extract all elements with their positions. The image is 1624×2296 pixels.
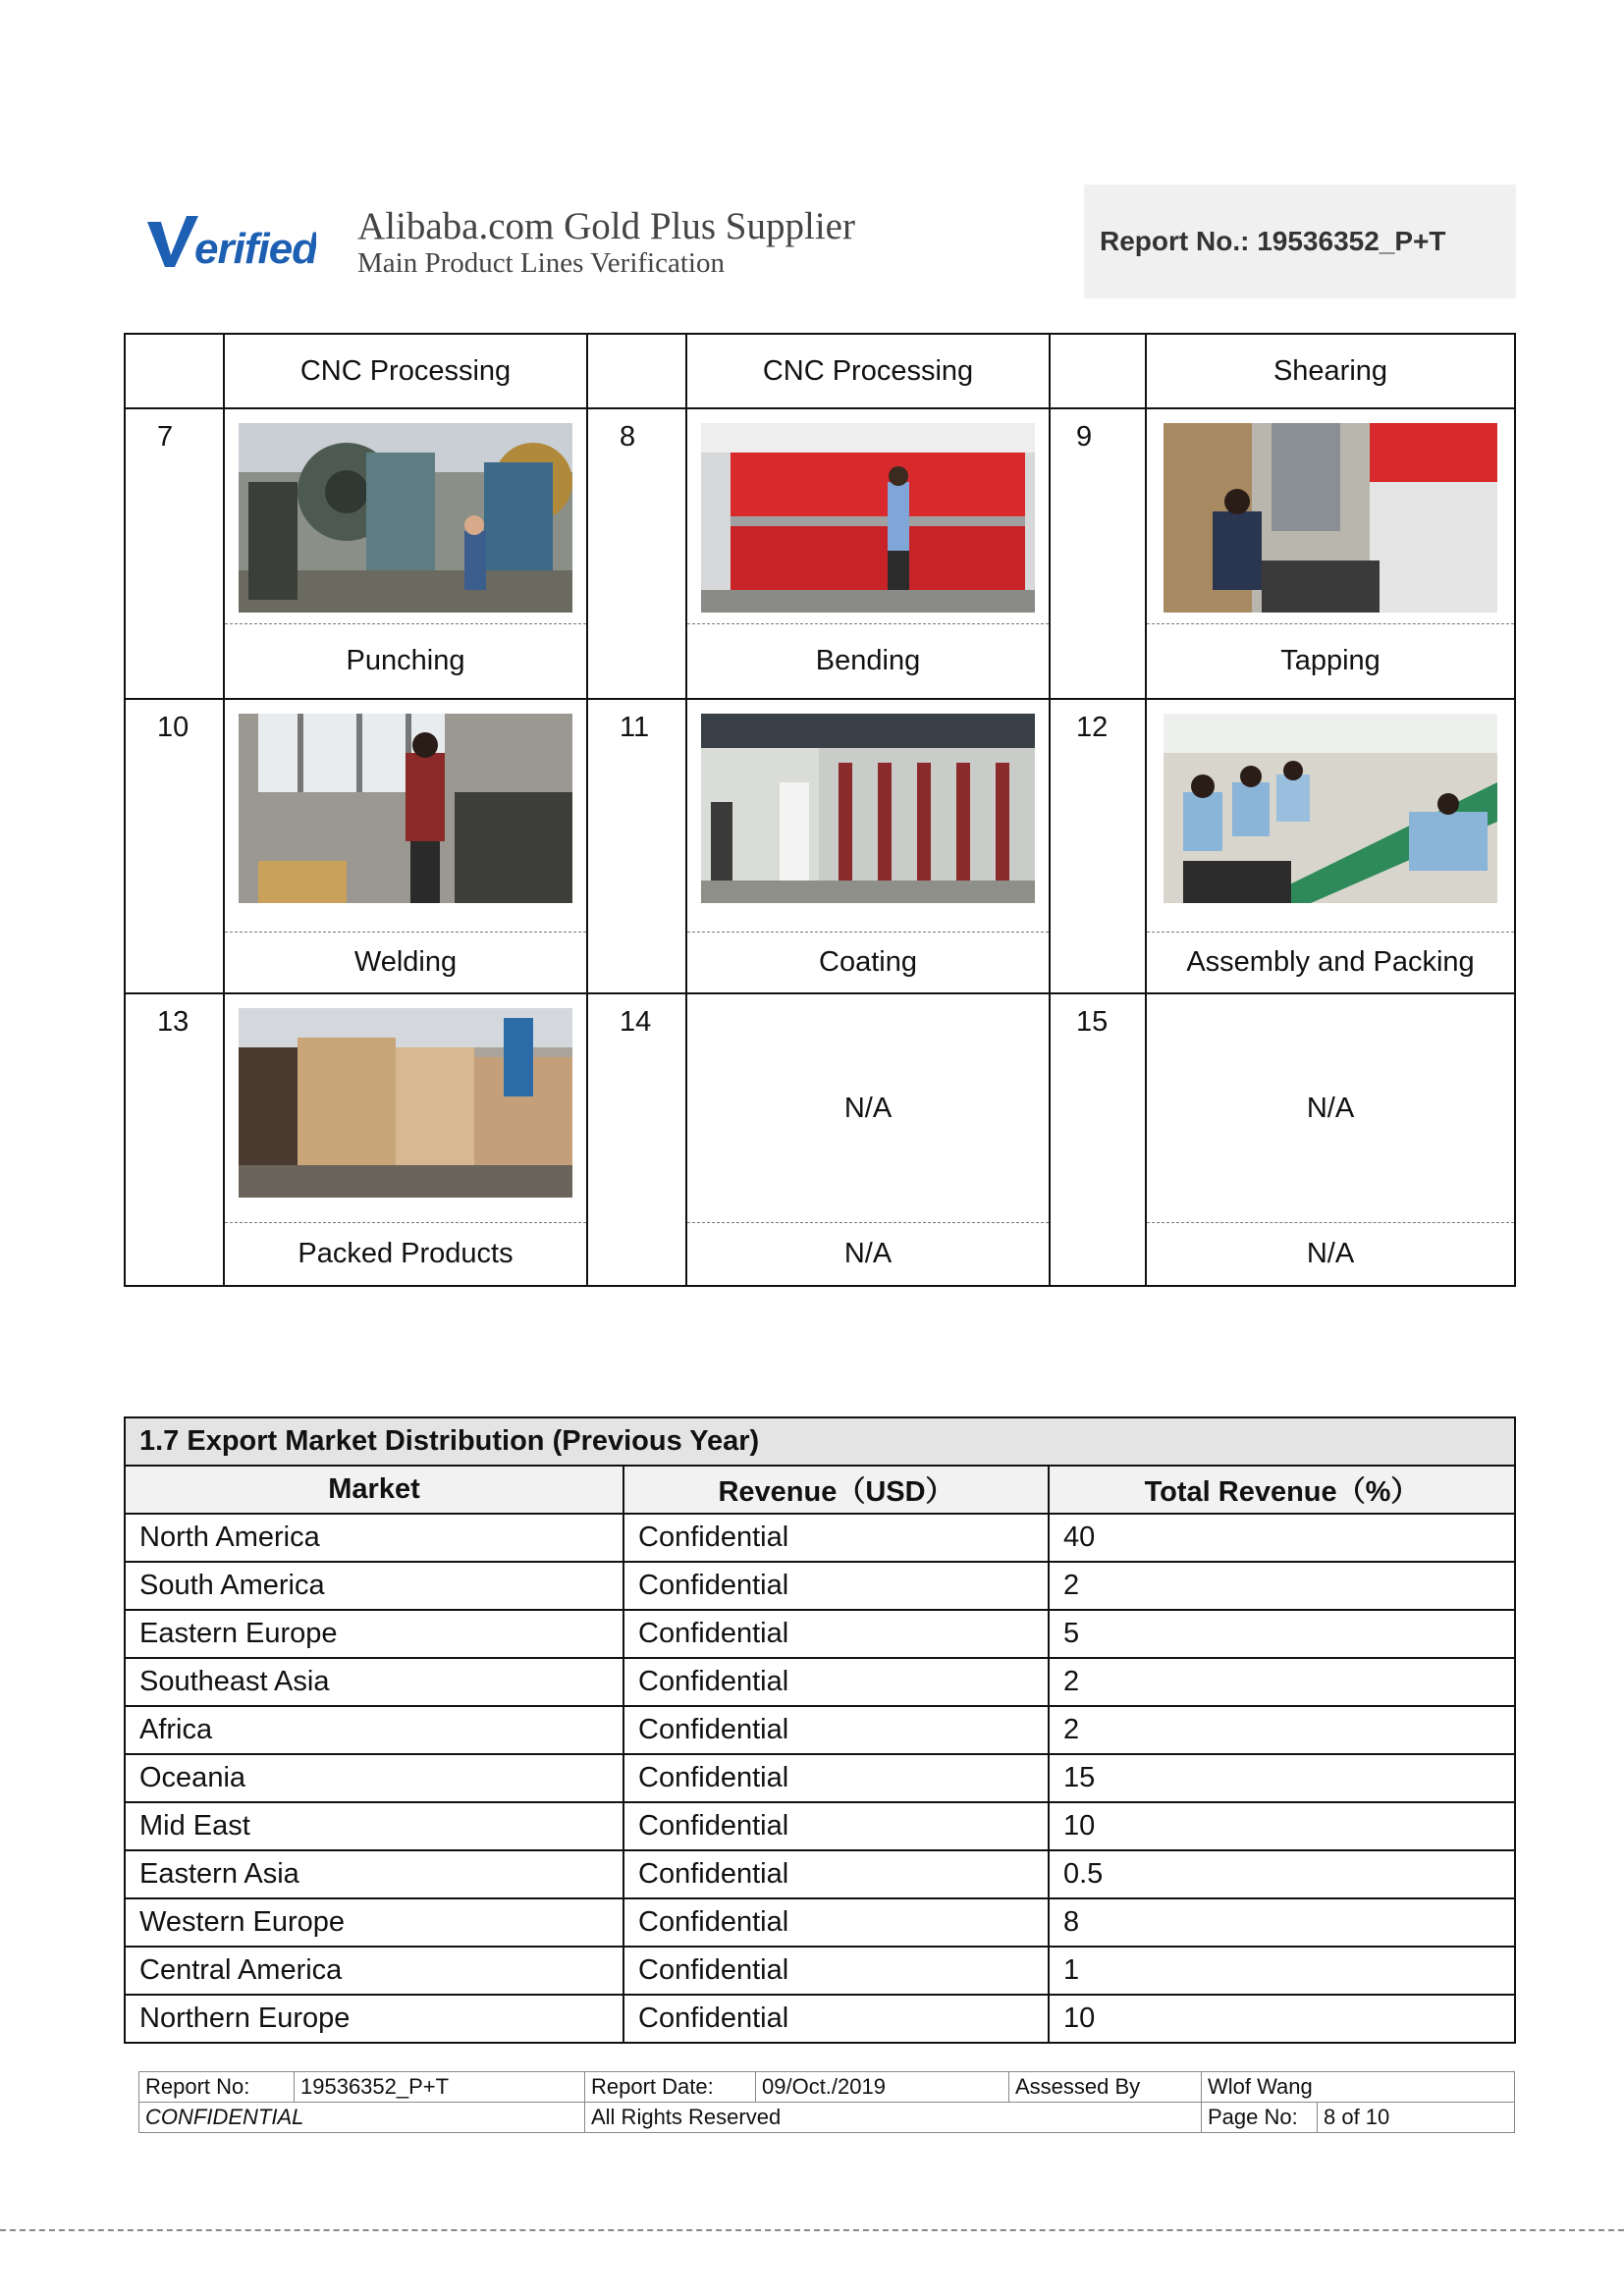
revenue-cell: Confidential — [623, 1562, 1049, 1610]
column-header-total-revenue: Total Revenue（%） — [1049, 1466, 1515, 1514]
market-cell: Eastern Europe — [125, 1610, 623, 1658]
footer-confidential: CONFIDENTIAL — [139, 2103, 585, 2133]
market-cell: Mid East — [125, 1802, 623, 1850]
photo-caption: Punching — [224, 624, 587, 699]
footer-report-date-label: Report Date: — [585, 2072, 756, 2103]
table-row — [125, 1898, 1515, 1947]
header-title: Alibaba.com Gold Plus Supplier — [357, 205, 855, 247]
section-title: 1.7 Export Market Distribution (Previous Year) — [125, 1417, 1515, 1466]
photo-caption: Shearing — [1146, 334, 1515, 408]
market-cell: Northern Europe — [125, 1995, 623, 2043]
market-cell: South America — [125, 1562, 623, 1610]
market-cell: Western Europe — [125, 1898, 623, 1947]
column-header-revenue: Revenue（USD） — [623, 1466, 1049, 1514]
revenue-cell: Confidential — [623, 1610, 1049, 1658]
table-row — [125, 1947, 1515, 1995]
photo-cell — [686, 699, 1050, 932]
page-break-line — [0, 2229, 1624, 2231]
welding-photo — [239, 714, 572, 903]
table-row — [125, 1610, 1515, 1658]
item-number: 11 — [587, 699, 686, 993]
report-footer — [138, 2071, 1515, 2133]
photo-caption: N/A — [686, 1223, 1050, 1286]
coating-photo — [701, 714, 1035, 903]
footer-assessed-by-label: Assessed By — [1009, 2072, 1202, 2103]
photo-caption: Coating — [686, 933, 1050, 993]
revenue-cell: Confidential — [623, 1706, 1049, 1754]
footer-report-date: 09/Oct./2019 — [756, 2072, 1009, 2103]
svg-text:erified: erified — [194, 225, 316, 273]
verified-logo — [143, 208, 316, 277]
table-row — [125, 1802, 1515, 1850]
na-placeholder: N/A — [843, 1092, 893, 1124]
photo-cell — [224, 699, 587, 932]
table-row — [125, 1850, 1515, 1898]
photo-caption: Tapping — [1146, 624, 1515, 699]
photo-cell — [686, 408, 1050, 623]
item-number: 7 — [125, 408, 224, 699]
photo-caption: CNC Processing — [224, 334, 587, 408]
photo-caption: Bending — [686, 624, 1050, 699]
table-row — [125, 1754, 1515, 1802]
packed-products-photo — [239, 1008, 572, 1198]
market-cell: Africa — [125, 1706, 623, 1754]
assembly-photo — [1164, 714, 1497, 903]
photo-cell — [686, 993, 1050, 1222]
market-cell: North America — [125, 1514, 623, 1562]
photo-caption: CNC Processing — [686, 334, 1050, 408]
revenue-cell: Confidential — [623, 1802, 1049, 1850]
grid-corner-cell — [1050, 334, 1146, 408]
market-cell: Central America — [125, 1947, 623, 1995]
percent-cell: 1 — [1049, 1947, 1515, 1995]
na-placeholder: N/A — [1306, 1092, 1355, 1124]
revenue-cell: Confidential — [623, 1947, 1049, 1995]
photo-cell — [1146, 993, 1515, 1222]
item-number: 15 — [1050, 993, 1146, 1286]
photo-cell — [1146, 699, 1515, 932]
item-number: 13 — [125, 993, 224, 1286]
photo-caption: N/A — [1146, 1223, 1515, 1286]
footer-report-no: 19536352_P+T — [295, 2072, 585, 2103]
percent-cell: 8 — [1049, 1898, 1515, 1947]
market-cell: Southeast Asia — [125, 1658, 623, 1706]
market-cell: Oceania — [125, 1754, 623, 1802]
table-row — [125, 1514, 1515, 1562]
tapping-photo — [1164, 423, 1497, 613]
photo-cell — [1146, 408, 1515, 623]
footer-page-no: 8 of 10 — [1318, 2103, 1515, 2133]
bending-photo — [701, 423, 1035, 613]
photo-caption: Assembly and Packing — [1146, 933, 1515, 993]
item-number: 14 — [587, 993, 686, 1286]
table-row — [125, 1658, 1515, 1706]
photo-caption: Welding — [224, 933, 587, 993]
percent-cell: 0.5 — [1049, 1850, 1515, 1898]
percent-cell: 2 — [1049, 1706, 1515, 1754]
table-row — [125, 1995, 1515, 2043]
item-number: 12 — [1050, 699, 1146, 993]
item-number: 10 — [125, 699, 224, 993]
revenue-cell: Confidential — [623, 1514, 1049, 1562]
percent-cell: 15 — [1049, 1754, 1515, 1802]
revenue-cell: Confidential — [623, 1754, 1049, 1802]
percent-cell: 2 — [1049, 1658, 1515, 1706]
item-number: 9 — [1050, 408, 1146, 699]
footer-rights: All Rights Reserved — [585, 2103, 1202, 2133]
photo-caption: Packed Products — [224, 1223, 587, 1286]
percent-cell: 10 — [1049, 1995, 1515, 2043]
market-cell: Eastern Asia — [125, 1850, 623, 1898]
percent-cell: 40 — [1049, 1514, 1515, 1562]
photo-cell — [224, 993, 587, 1222]
footer-assessed-by: Wlof Wang — [1202, 2072, 1515, 2103]
table-row — [125, 1562, 1515, 1610]
photo-cell — [224, 408, 587, 623]
footer-page-no-label: Page No: — [1202, 2103, 1318, 2133]
revenue-cell: Confidential — [623, 1995, 1049, 2043]
punching-photo — [239, 423, 572, 613]
report-number-box — [1084, 185, 1516, 298]
grid-corner-cell — [587, 334, 686, 408]
revenue-cell: Confidential — [623, 1658, 1049, 1706]
table-row — [125, 1706, 1515, 1754]
report-number: Report No.: 19536352_P+T — [1100, 226, 1446, 256]
revenue-cell: Confidential — [623, 1898, 1049, 1947]
percent-cell: 5 — [1049, 1610, 1515, 1658]
percent-cell: 2 — [1049, 1562, 1515, 1610]
export-market-table — [124, 1416, 1516, 2044]
item-number: 8 — [587, 408, 686, 699]
column-header-market: Market — [125, 1466, 623, 1514]
percent-cell: 10 — [1049, 1802, 1515, 1850]
grid-corner-cell — [125, 334, 224, 408]
header-subtitle: Main Product Lines Verification — [357, 247, 725, 279]
footer-report-no-label: Report No: — [139, 2072, 295, 2103]
process-photo-grid — [124, 333, 1516, 1287]
verified-logo-mark — [143, 208, 316, 277]
revenue-cell: Confidential — [623, 1850, 1049, 1898]
